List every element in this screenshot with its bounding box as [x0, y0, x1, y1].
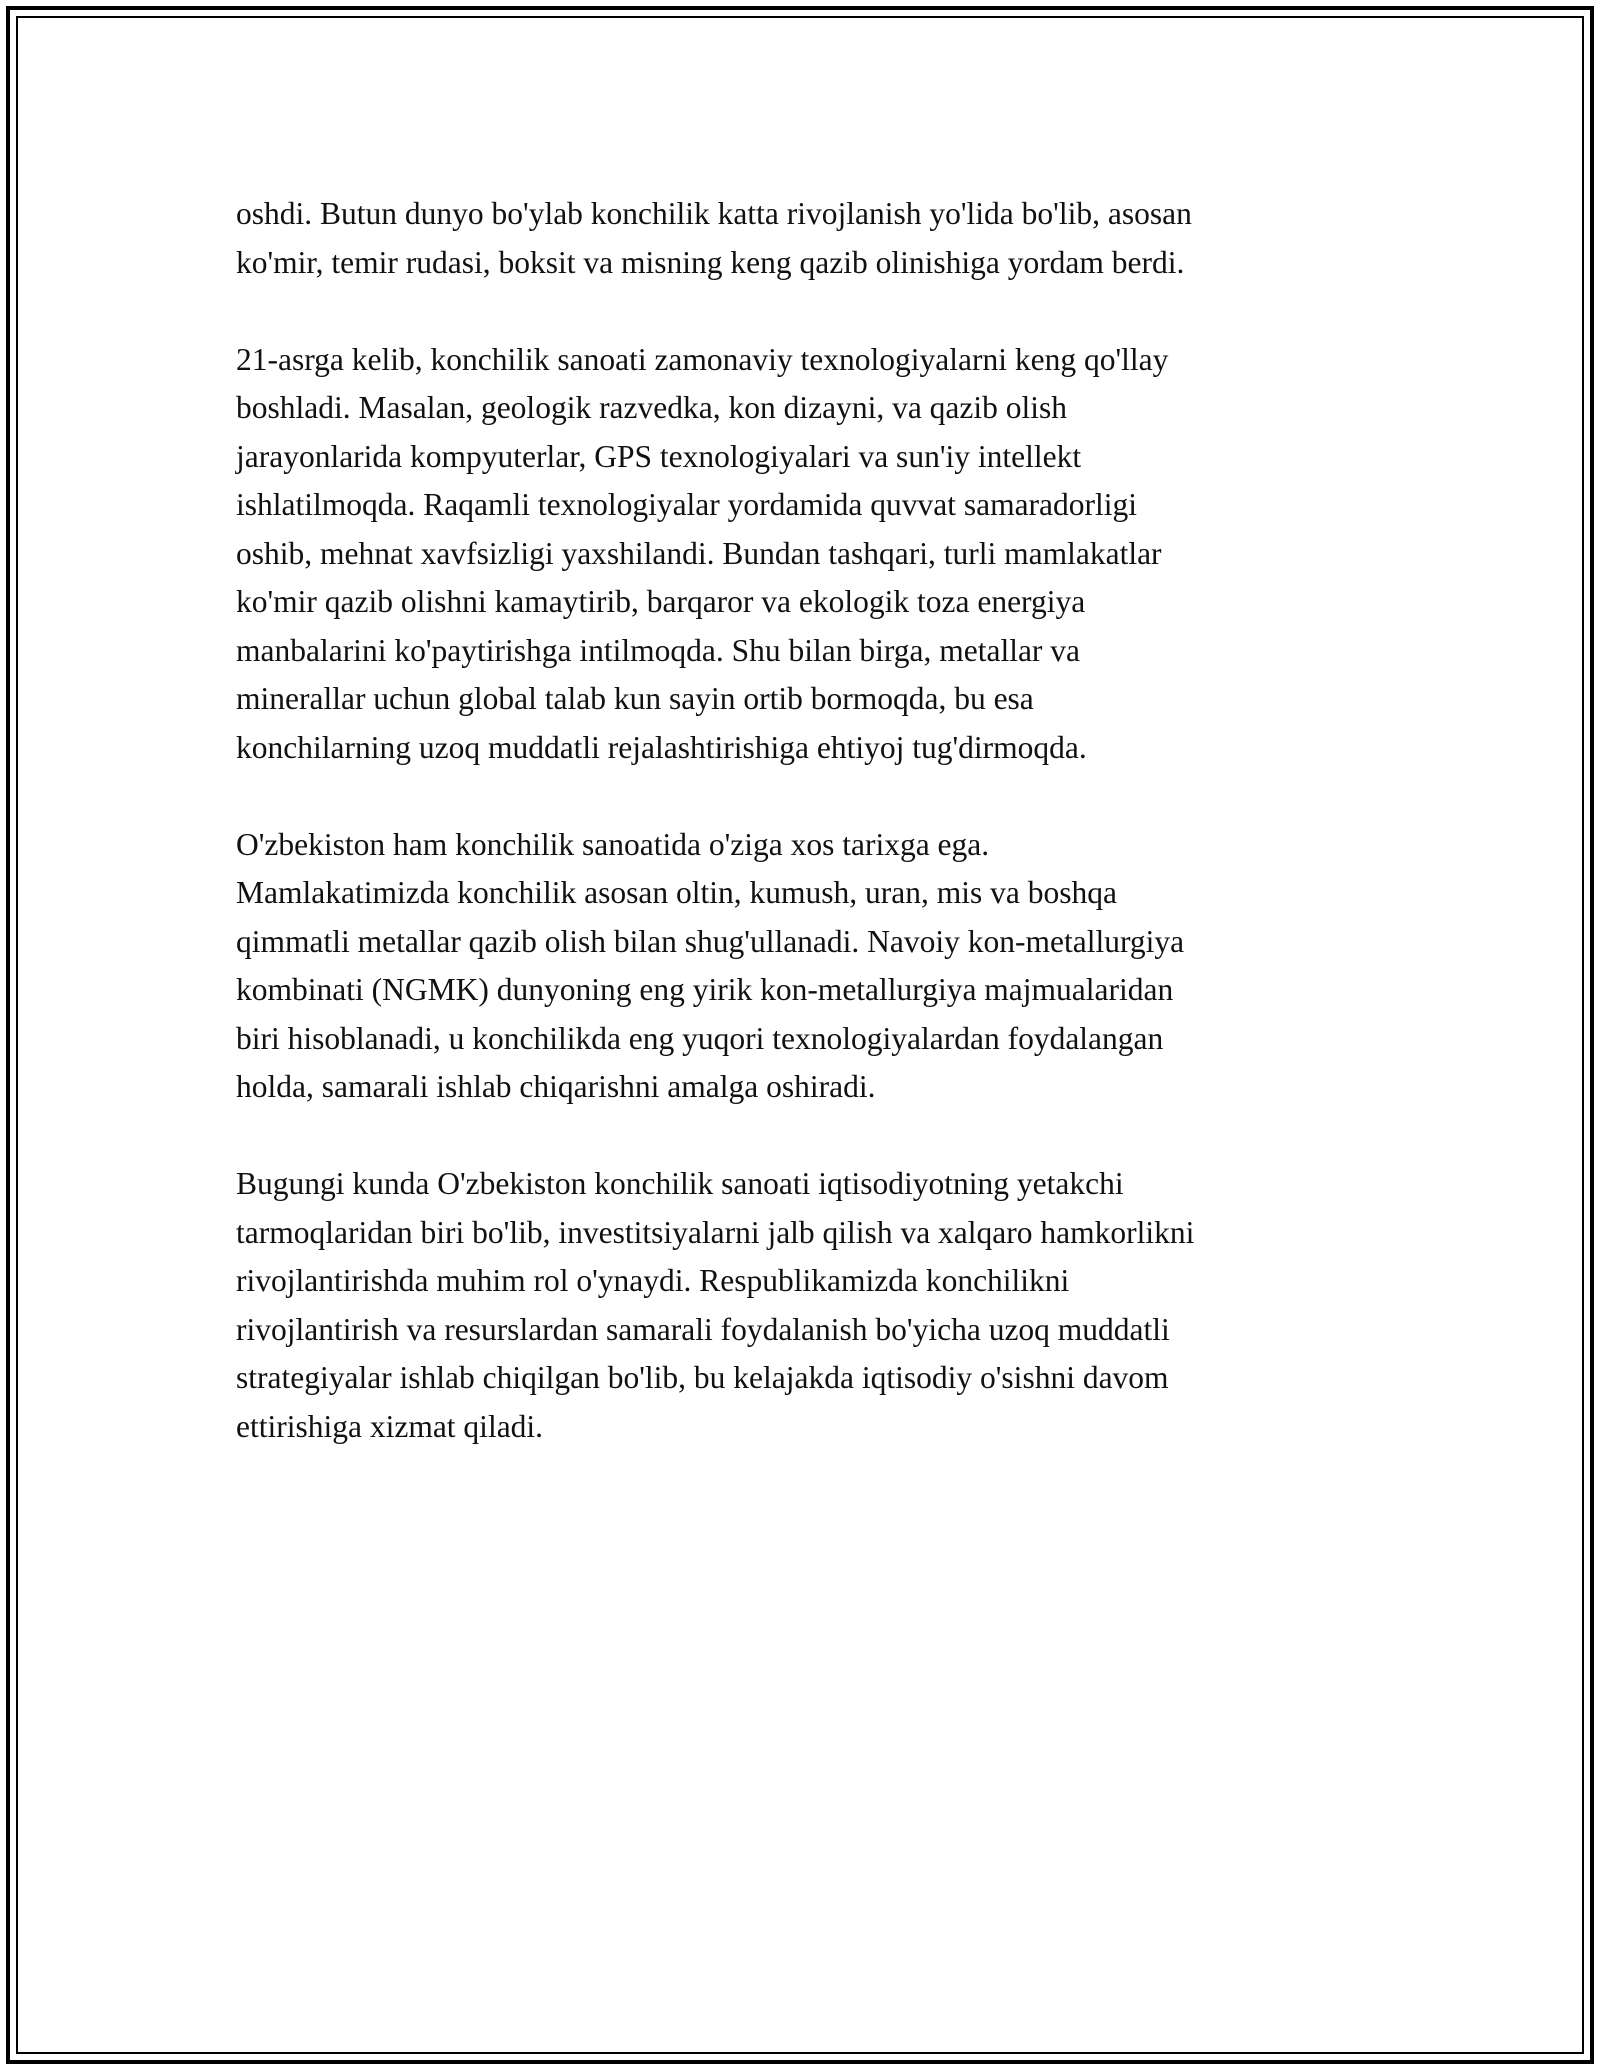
text-line: boshladi. Masalan, geologik razvedka, kon dizayni, va qazib olish — [236, 390, 1068, 425]
text-line: O'zbekiston ham konchilik sanoatida o'ziga xos tarixga ega. — [236, 826, 990, 862]
text-line: konchilarning uzoq muddatli rejalashtirishiga ehtiyoj tug'dirmoqda. — [236, 729, 1087, 765]
text-line: 21-asrga kelib, konchilik sanoati zamonaviy texnologiyalarni keng qo'llay — [236, 341, 1169, 377]
text-line: biri hisoblanadi, u konchilikda eng yuqori texnologiyalardan foydalangan — [236, 1020, 1164, 1056]
text-line: oshib, mehnat xavfsizligi yaxshilandi. Bundan tashqari, turli mamlakatlar — [236, 535, 1162, 571]
text-line: jarayonlarida kompyuterlar, GPS texnologiyalari va sun'iy intellekt — [236, 438, 1082, 474]
paragraph-21st-century — [236, 336, 1386, 773]
text-line: rivojlantirish va resurslardan samarali foydalanish bo'yicha uzoq muddatli — [236, 1311, 1170, 1347]
text-line: manbalarini ko'paytirishga intilmoqda. Shu bilan birga, metallar va — [236, 632, 1081, 668]
text-line: Bugungi kunda O'zbekiston konchilik sanoati iqtisodiyotning yetakchi — [236, 1166, 1124, 1201]
text-line: oshdi. Butun dunyo bo'ylab konchilik katta rivojlanish yo'lida bo'lib, asosan — [236, 196, 1192, 231]
text-line: ettirishiga xizmat qiladi. — [236, 1408, 544, 1444]
text-line: Mamlakatimizda konchilik asosan oltin, kumush, uran, mis va boshqa — [236, 875, 1117, 910]
text-line: ishlatilmoqda. Raqamli texnologiyalar yordamida quvvat samaradorligi — [236, 487, 1138, 522]
text-line: tarmoqlaridan biri bo'lib, investitsiyalarni jalb qilish va xalqaro hamkorlikni — [236, 1214, 1195, 1250]
text-line: ko'mir, temir rudasi, boksit va misning keng qazib olinishiga yordam berdi. — [236, 244, 1185, 280]
paragraph-global-mining — [236, 190, 1386, 287]
text-line: rivojlantirishda muhim rol o'ynaydi. Respublikamizda konchilikni — [236, 1263, 1070, 1298]
text-line: holda, samarali ishlab chiqarishni amalga oshiradi. — [236, 1069, 876, 1104]
paragraph-uzbekistan-history — [236, 821, 1386, 1112]
paragraph-uzbekistan-today — [236, 1160, 1386, 1451]
text-line: ko'mir qazib olishni kamaytirib, barqaror va ekologik toza energiya — [236, 584, 1086, 619]
text-line: minerallar uchun global talab kun sayin ortib bormoqda, bu esa — [236, 681, 1034, 716]
text-line: qimmatli metallar qazib olish bilan shug'ullanadi. Navoiy kon-metallurgiya — [236, 923, 1185, 959]
document-body — [236, 190, 1386, 1500]
text-line: kombinati (NGMK) dunyoning eng yirik kon-metallurgiya majmualaridan — [236, 972, 1174, 1007]
text-line: strategiyalar ishlab chiqilgan bo'lib, bu kelajakda iqtisodiy o'sishni davom — [236, 1360, 1169, 1395]
